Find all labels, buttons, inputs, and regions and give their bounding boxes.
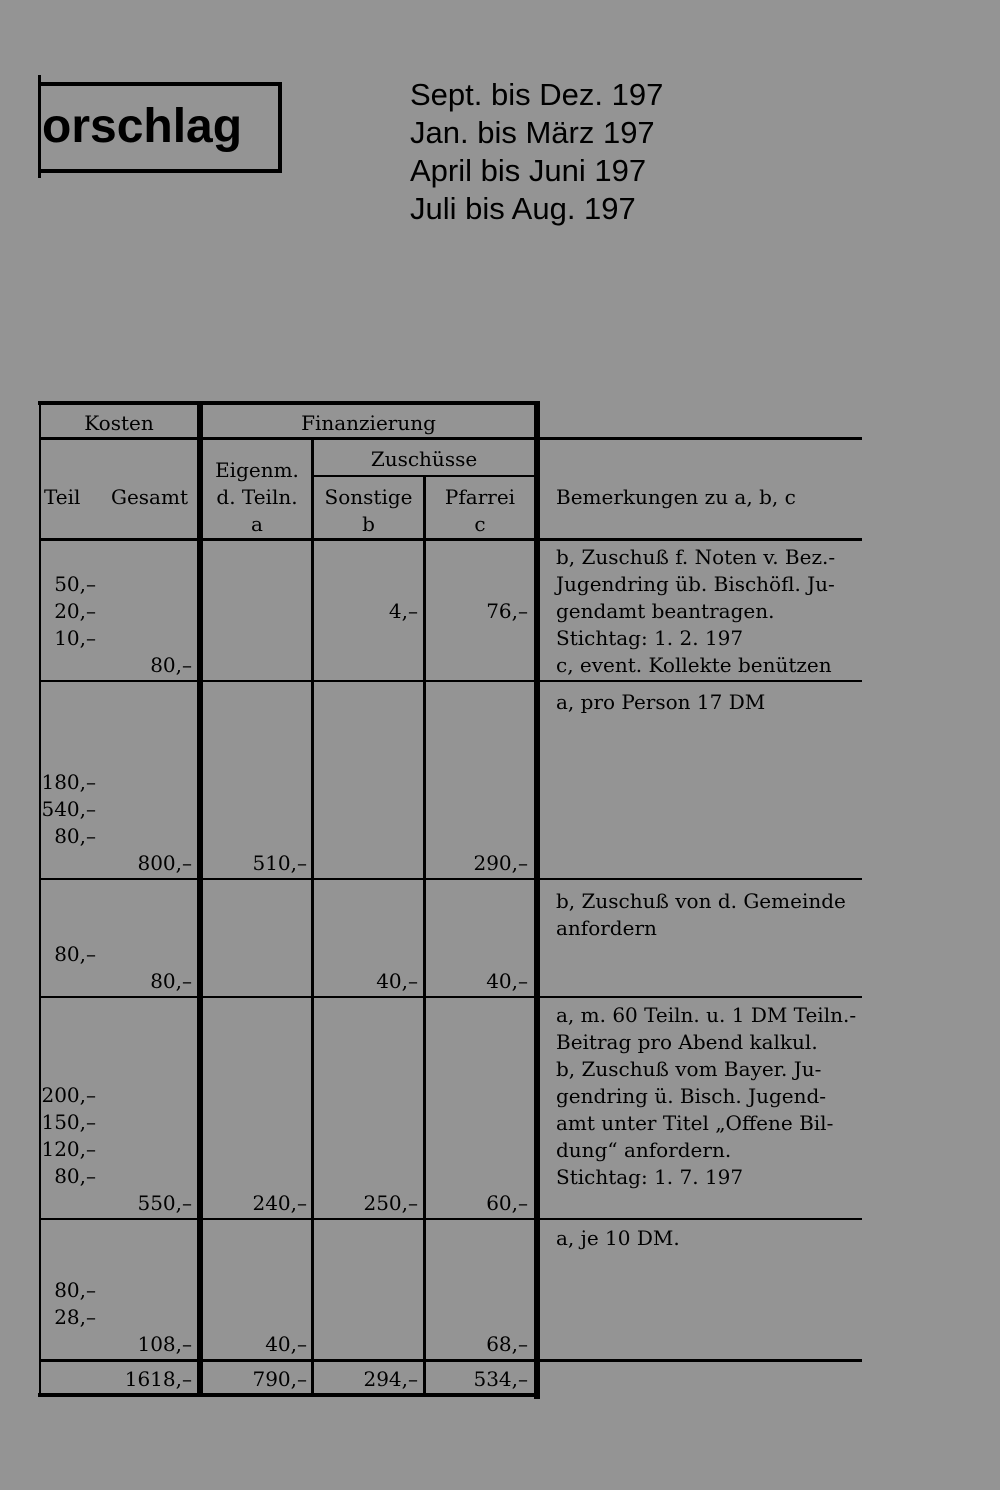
zuschuesse-underline	[313, 475, 536, 477]
header-pfarrei-1: Pfarrei	[444, 485, 516, 509]
header-teil: Teil	[44, 485, 81, 509]
row-sep-2	[40, 878, 862, 880]
header-pfarrei-2: c	[474, 512, 486, 536]
remark-line: b, Zuschuß f. Noten v. Bez.-	[556, 545, 836, 569]
eigen-value: 40,–	[265, 1332, 307, 1356]
header-sonstige-1: Sonstige	[324, 485, 413, 509]
teil-value: 28,–	[54, 1305, 96, 1329]
table-bottom-border	[38, 1393, 540, 1397]
header-zuschuesse: Zuschüsse	[370, 447, 478, 471]
header-line-1	[40, 437, 862, 440]
remark-line: b, Zuschuß vom Bayer. Ju-	[556, 1057, 822, 1081]
header-bemerkungen: Bemerkungen zu a, b, c	[556, 485, 796, 509]
gesamt-value: 80,–	[150, 969, 192, 993]
teil-value: 540,–	[41, 797, 96, 821]
remark-line: Stichtag: 1. 2. 197	[556, 626, 744, 650]
total-eigen: 790,–	[252, 1367, 307, 1391]
pfarrei-value: 76,–	[486, 599, 528, 623]
remark-line: gendring ü. Bisch. Jugend-	[556, 1084, 827, 1108]
remark-line: c, event. Kollekte benützen	[556, 653, 832, 677]
teil-value: 180,–	[41, 770, 96, 794]
remark-line: a, je 10 DM.	[556, 1226, 680, 1250]
total-pfarrei: 534,–	[473, 1367, 528, 1391]
remark-line: gendamt beantragen.	[556, 599, 775, 623]
header-eigenm-3: a	[251, 512, 263, 536]
gesamt-value: 550,–	[137, 1191, 192, 1215]
gesamt-value: 108,–	[137, 1332, 192, 1356]
gesamt-value: 80,–	[150, 653, 192, 677]
sonstige-value: 4,–	[388, 599, 418, 623]
pfarrei-value: 60,–	[486, 1191, 528, 1215]
divider-remarks	[534, 401, 540, 1399]
header-gesamt: Gesamt	[110, 485, 188, 509]
pfarrei-value: 68,–	[486, 1332, 528, 1356]
row-sep-3	[40, 996, 862, 998]
gesamt-value: 800,–	[137, 851, 192, 875]
remark-line: a, m. 60 Teiln. u. 1 DM Teiln.-	[556, 1003, 857, 1027]
remark-line: Jugendring üb. Bischöfl. Ju-	[556, 572, 835, 596]
teil-value: 10,–	[54, 626, 96, 650]
remarks	[556, 1002, 866, 1191]
pfarrei-value: 290,–	[473, 851, 528, 875]
remarks	[556, 888, 866, 942]
header-eigenm-2: d. Teiln.	[216, 485, 298, 509]
eigen-value: 240,–	[252, 1191, 307, 1215]
sonstige-value: 250,–	[363, 1191, 418, 1215]
total-gesamt: 1618,–	[124, 1367, 192, 1391]
teil-value: 80,–	[54, 1164, 96, 1188]
header-sonstige-2: b	[362, 512, 375, 536]
period-1: Sept. bis Dez. 197	[410, 77, 664, 112]
row-sep-4	[40, 1218, 862, 1220]
teil-value: 200,–	[41, 1083, 96, 1107]
header-eigenm-1: Eigenm.	[215, 458, 299, 482]
teil-value: 150,–	[41, 1110, 96, 1134]
period-2: Jan. bis März 197	[410, 115, 655, 150]
remarks	[556, 1225, 866, 1252]
remark-line: amt unter Titel „Offene Bil-	[556, 1111, 834, 1135]
teil-value: 120,–	[41, 1137, 96, 1161]
teil-value: 80,–	[54, 942, 96, 966]
teil-value: 80,–	[54, 1278, 96, 1302]
table-left-border	[39, 401, 41, 1396]
row-sep-5	[40, 1359, 862, 1362]
teil-value: 20,–	[54, 599, 96, 623]
eigen-value: 510,–	[252, 851, 307, 875]
remark-line: dung“ anfordern.	[556, 1138, 732, 1162]
row-sep-1	[40, 680, 862, 682]
period-3: April bis Juni 197	[410, 153, 647, 188]
remarks	[556, 689, 866, 716]
teil-value: 50,–	[54, 572, 96, 596]
remark-line: b, Zuschuß von d. Gemeinde	[556, 889, 846, 913]
divider-kosten	[197, 401, 203, 1397]
period-4: Juli bis Aug. 197	[410, 191, 636, 226]
teil-value: 80,–	[54, 824, 96, 848]
remark-line: anfordern	[556, 916, 657, 940]
sonstige-value: 40,–	[376, 969, 418, 993]
total-sonstige: 294,–	[363, 1367, 418, 1391]
header-kosten: Kosten	[84, 411, 154, 435]
divider-eigen	[311, 438, 314, 1396]
period-list	[410, 76, 663, 228]
table-top-border	[38, 401, 540, 405]
remark-line: Stichtag: 1. 7. 197	[556, 1165, 744, 1189]
remark-line: a, pro Person 17 DM	[556, 690, 766, 714]
remarks	[556, 544, 866, 679]
pfarrei-value: 40,–	[486, 969, 528, 993]
document-title: orschlag	[42, 100, 243, 153]
remark-line: Beitrag pro Abend kalkul.	[556, 1030, 818, 1054]
header-line-2	[40, 538, 862, 541]
header-finanzierung: Finanzierung	[301, 411, 436, 435]
